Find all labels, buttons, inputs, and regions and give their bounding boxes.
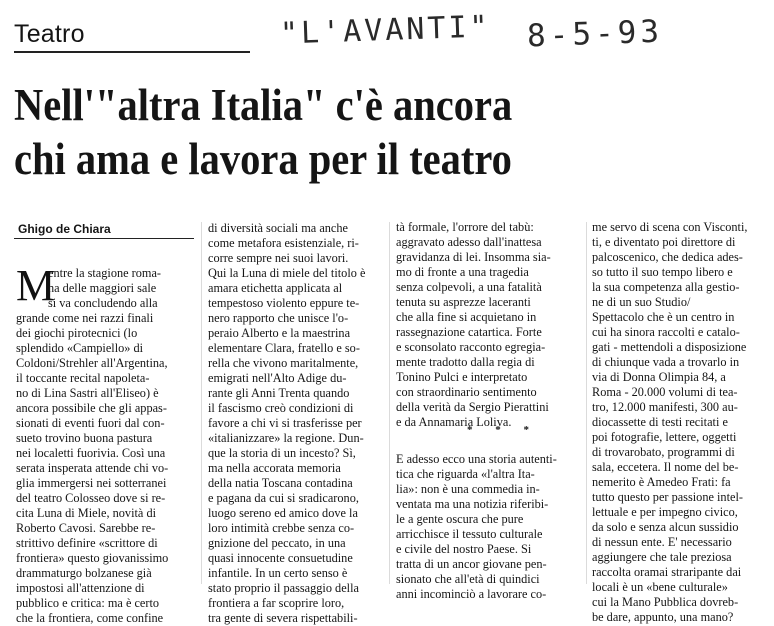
ornament: * * * — [467, 424, 539, 436]
text-line: so tutto il suo tempo libero e — [592, 265, 733, 279]
text-line: frontiera a far scoprire loro, — [208, 596, 345, 610]
text-line: dei giochi pirotecnici (lo — [16, 326, 138, 340]
text-line: tica che riguarda «l'altra Ita- — [396, 467, 535, 481]
text-line: sala, eccetera. Il nome del be- — [592, 460, 739, 474]
text-line: come metafora esistenziale, ri- — [208, 236, 359, 250]
text-line: e civile del nostro Paese. Si — [396, 542, 532, 556]
text-line: ti, e diventato poi direttore di — [592, 235, 736, 249]
text-line: di nessun ente. E' necessario — [592, 535, 732, 549]
text-line: quasi innocente consuetudine — [208, 551, 353, 565]
text-line: diocassette di testi recitati e — [592, 415, 728, 429]
text-line: ancora possibile che gli appas- — [16, 401, 167, 415]
text-line: luogo sereno ed amico dove la — [208, 506, 358, 520]
handwritten-source: "L'AVANTI" — [279, 9, 492, 52]
text-line: della verità da Sergio Pierattini — [396, 400, 549, 414]
text-line: aggravato adesso dall'inattesa — [396, 235, 542, 249]
text-line: grande come nei razzi finali — [16, 311, 154, 325]
text-line: na delle maggiori sale — [48, 281, 157, 295]
text-line: della natia Toscana contadina — [208, 476, 353, 490]
text-line: mo di fronte a una tragedia — [396, 265, 529, 279]
column-2 — [208, 221, 384, 626]
text-line: che alla fine si acquietano in — [396, 310, 537, 324]
handwritten-date: 8-5-93 — [526, 13, 664, 55]
text-line: la sua competenza alla gestio- — [592, 280, 740, 294]
text-line: peraio Alberto e la maestrina — [208, 326, 351, 340]
section-label: Teatro — [14, 20, 85, 48]
text-line: senza colpevoli, a una fatalità — [396, 280, 542, 294]
text-line: Tonino Pulci e interpretato — [396, 370, 528, 384]
headline — [14, 78, 689, 186]
text-line: lia»: non è una commedia in- — [396, 482, 540, 496]
text-line: amara etichetta applicata al — [208, 281, 343, 295]
gutter-3 — [586, 222, 587, 584]
text-line: del teatro Colosseo dove si re- — [16, 491, 166, 505]
text-line: loro intimità crebbe senza co- — [208, 521, 355, 535]
text-line: tra gente di severa rispettabili- — [208, 611, 358, 625]
text-line: impostosi all'attenzione di — [16, 581, 145, 595]
text-line: rassegnazione catartica. Forte — [396, 325, 542, 339]
text-line: Coldoni/Strehler all'Argentina, — [16, 356, 168, 370]
text-line: no di Lina Sastri all'Eliseo) è — [16, 386, 159, 400]
text-line: nei localetti fuorivia. Così una — [16, 446, 166, 460]
text-line: gati - mettendoli a disposizione — [592, 340, 747, 354]
text-line: il fascismo creò condizioni di — [208, 401, 354, 415]
text-line: strittivo definire «scrittore di — [16, 536, 158, 550]
text-line: gnizione del peccato, in una — [208, 536, 346, 550]
text-line: elementare Clara, fratello e so- — [208, 341, 360, 355]
text-line: «italianizzare» la regione. Dun- — [208, 431, 364, 445]
headline-line-1: Nell'"altra Italia" c'è ancora — [14, 80, 513, 130]
text-line: stato proprio il passaggio della — [208, 581, 359, 595]
column-3-continued — [396, 452, 582, 602]
text-line: pubblico e critica: ma è certo — [16, 596, 160, 610]
text-line: cui la Mano Pubblica dovreb- — [592, 595, 739, 609]
text-line: ne di un suo Studio/ — [592, 295, 691, 309]
text-line: che la frontiera, come confine — [16, 611, 164, 625]
text-line: drammaturgo bolzanese già — [16, 566, 152, 580]
headline-line-2: chi ama e lavora per il teatro — [14, 134, 512, 184]
text-line: sueto trovino buona pastura — [16, 431, 153, 445]
text-line: cita Luna di Miele, novità di — [16, 506, 157, 520]
text-line: si va concludendo alla — [48, 296, 158, 310]
text-line: sionati di eventi fuori dal con- — [16, 416, 165, 430]
column-4 — [592, 220, 770, 625]
text-line: favore a chi vi si trasferisse per — [208, 416, 362, 430]
text-line: aggiungere che tale preziosa — [592, 550, 732, 564]
byline: Ghigo de Chiara — [18, 222, 111, 236]
text-line: E adesso ecco una storia autenti- — [396, 452, 557, 466]
text-line: locali è un «bene culturale» — [592, 580, 728, 594]
text-line: entre la stagione roma- — [48, 266, 162, 280]
text-line: di chiunque vada a trovarlo in — [592, 355, 740, 369]
text-line: tà formale, l'orrore del tabù: — [396, 220, 534, 234]
text-line: splendido «Campiello» di — [16, 341, 144, 355]
text-line: le a gente oscura che pure — [396, 512, 524, 526]
text-line: be dare, appunto, una mano? — [592, 610, 734, 624]
text-line: me servo di scena con Visconti, — [592, 220, 748, 234]
text-line: tenuta su asprezze laceranti — [396, 295, 531, 309]
text-line: via di Donna Olimpia 84, a — [592, 370, 726, 384]
text-line: palcoscenico, che dedica ades- — [592, 250, 743, 264]
text-line: poi fotografie, lettere, oggetti — [592, 430, 737, 444]
text-line: infantile. In un certo senso è — [208, 566, 348, 580]
text-line: il toccante recital napoleta- — [16, 371, 150, 385]
text-line: nemerito è Amedeo Frati: fa — [592, 475, 731, 489]
text-line: arricchisce il tessuto culturale — [396, 527, 543, 541]
text-line: gravidanza di lei. Insomma sia- — [396, 250, 551, 264]
text-line: con straordinario sentimento — [396, 385, 537, 399]
text-line: corre sempre nei suoi lavori. — [208, 251, 349, 265]
text-line: cui ha sinora raccolti e catalo- — [592, 325, 740, 339]
gutter-2 — [389, 222, 390, 584]
text-line: rella che vivono maritalmente, — [208, 356, 359, 370]
text-line: ma nella accorata memoria — [208, 461, 341, 475]
text-line: tutto questo per passione intel- — [592, 490, 743, 504]
text-line: di diversità sociali ma anche — [208, 221, 348, 235]
gutter-1 — [201, 222, 202, 584]
text-line: e sconsolato racconto egregia- — [396, 340, 546, 354]
drop-cap: M — [16, 261, 56, 310]
column-3 — [396, 220, 582, 430]
byline-rule — [14, 238, 194, 239]
text-line: Roma - 20.000 volumi di tea- — [592, 385, 738, 399]
section-rule — [14, 51, 250, 53]
text-line: nero rapporto che unisce l'o- — [208, 311, 349, 325]
text-line: e pagana da cui si sradicarono, — [208, 491, 359, 505]
text-line: frontiera» questo giovanissimo — [16, 551, 169, 565]
text-line: glia immergersi nei sotterranei — [16, 476, 167, 490]
column-1 — [16, 261, 198, 626]
text-line: anni incominciò a lavorare co- — [396, 587, 547, 601]
text-line: Spettacolo che è un centro in — [592, 310, 735, 324]
text-line: rante gli Anni Trenta quando — [208, 386, 350, 400]
text-line: Roberto Cavosi. Sarebbe re- — [16, 521, 156, 535]
text-line: tempestoso violento eppure te- — [208, 296, 360, 310]
text-line: da solo e senza alcun sussidio — [592, 520, 739, 534]
text-line: di trovarobato, programmi di — [592, 445, 735, 459]
text-line: e da Annamaria Loliva. — [396, 415, 512, 429]
text-line: Qui la Luna di miele del titolo è — [208, 266, 366, 280]
text-line: que la storia di un incesto? Sì, — [208, 446, 356, 460]
text-line: raccolta oramai straripante dai — [592, 565, 742, 579]
text-line: ventata ma una notizia riferibi- — [396, 497, 549, 511]
text-line: mente tradotto dalla regia di — [396, 355, 535, 369]
text-line: sionato che all'età di quindici — [396, 572, 540, 586]
text-line: emigrati nell'Alto Adige du- — [208, 371, 347, 385]
text-line: lettuale e per impegno civico, — [592, 505, 738, 519]
text-line: tratta di un ancor giovane pen- — [396, 557, 547, 571]
text-line: serata insperata attende chi vo- — [16, 461, 169, 475]
text-line: tro, 12.000 manifesti, 300 au- — [592, 400, 738, 414]
